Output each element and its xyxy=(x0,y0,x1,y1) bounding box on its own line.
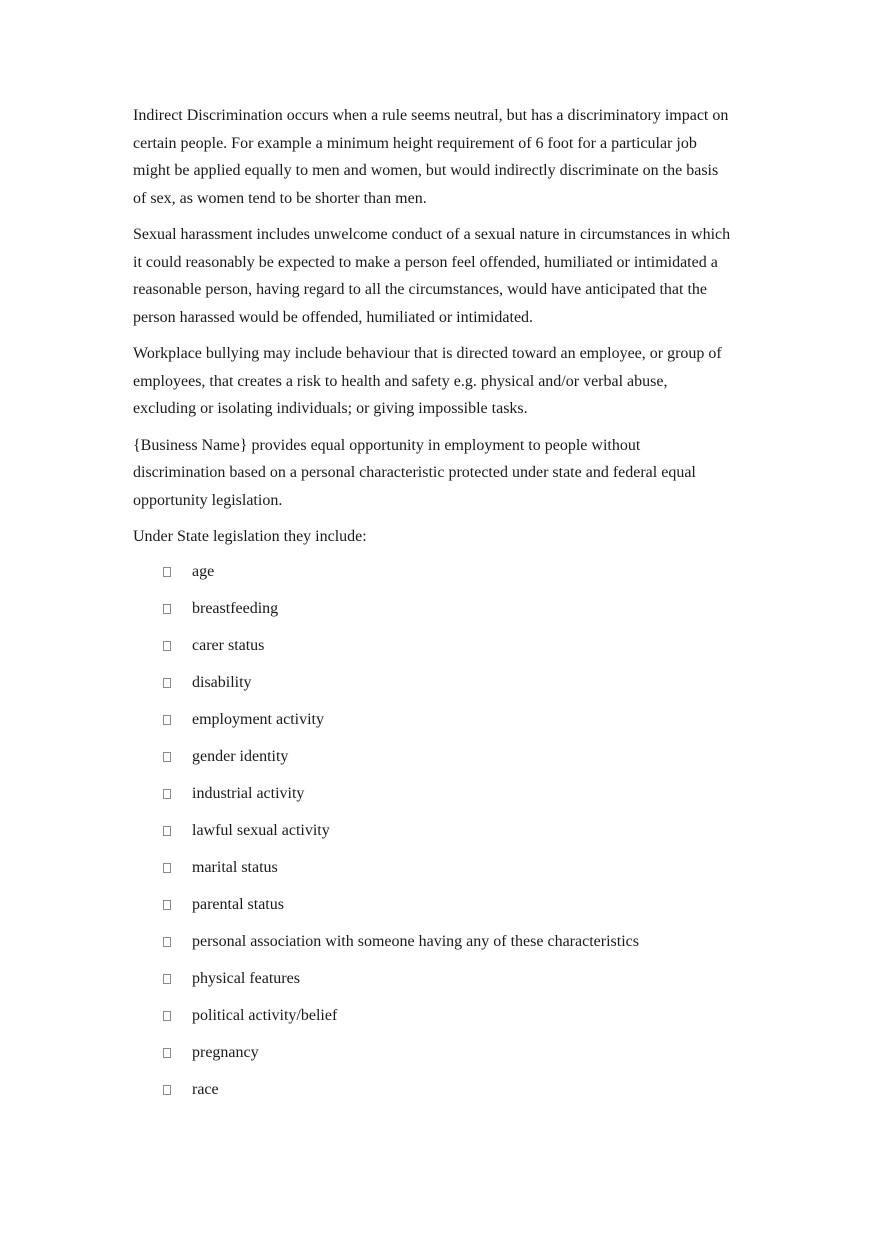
list-item xyxy=(133,745,733,782)
list-item-label: personal association with someone having any of these characteristics xyxy=(192,932,639,950)
bullet-box-icon xyxy=(163,826,171,836)
list-item xyxy=(133,967,733,1004)
list-item-label: race xyxy=(192,1080,219,1098)
list-item xyxy=(133,893,733,930)
list-item-label: disability xyxy=(192,673,252,691)
list-item-label: age xyxy=(192,562,215,580)
bullet-box-icon xyxy=(163,1048,171,1058)
list-item xyxy=(133,671,733,708)
list-item xyxy=(133,930,733,967)
list-item xyxy=(133,708,733,745)
bullet-box-icon xyxy=(163,678,171,688)
list-item-label: physical features xyxy=(192,969,300,987)
bullet-box-icon xyxy=(163,937,171,947)
list-item-label: breastfeeding xyxy=(192,599,279,617)
list-item-label: carer status xyxy=(192,636,265,654)
list-item xyxy=(133,634,733,671)
list-item xyxy=(133,1004,733,1041)
list-item xyxy=(133,597,733,634)
bullet-box-icon xyxy=(163,752,171,762)
list-item-label: political activity/belief xyxy=(192,1006,338,1024)
list-item-label: pregnancy xyxy=(192,1043,259,1061)
paragraph-equal-opportunity: {Business Name} provides equal opportunity in employment to people without discrimination based on a personal characteristic protected under state and federal equal opportunity legislation. xyxy=(133,436,696,509)
bullet-box-icon xyxy=(163,715,171,725)
list-item xyxy=(133,1041,733,1078)
document-page xyxy=(133,102,733,1115)
list-item-label: parental status xyxy=(192,895,284,913)
bullet-box-icon xyxy=(163,1085,171,1095)
bullet-box-icon xyxy=(163,863,171,873)
bullet-box-icon xyxy=(163,604,171,614)
list-item xyxy=(133,1078,733,1115)
list-item xyxy=(133,856,733,893)
bullet-box-icon xyxy=(163,974,171,984)
bullet-box-icon xyxy=(163,641,171,651)
paragraph-sexual-harassment: Sexual harassment includes unwelcome conduct of a sexual nature in circumstances in which it could reasonably be expected to make a person feel offended, humiliated or intimidated a reasonable person, having regard to all the circumstances, would have anticipated that the person harassed would be offended, humiliated or intimidated. xyxy=(133,226,731,326)
list-item-label: gender identity xyxy=(192,747,289,765)
list-item-label: employment activity xyxy=(192,710,324,728)
list-item-label: industrial activity xyxy=(192,784,305,802)
paragraph-list-intro: Under State legislation they include: xyxy=(133,528,367,545)
paragraph-indirect-discrimination: Indirect Discrimination occurs when a rule seems neutral, but has a discriminatory impact on certain people. For example a minimum height requirement of 6 foot for a particular job might be applied equally to men and women, but would indirectly discriminate on the basis of sex, as women tend to be shorter than men. xyxy=(133,107,729,207)
bullet-box-icon xyxy=(163,567,171,577)
characteristics-list xyxy=(133,560,733,1115)
list-item xyxy=(133,782,733,819)
list-item-label: marital status xyxy=(192,858,278,876)
list-item xyxy=(133,560,733,597)
bullet-box-icon xyxy=(163,789,171,799)
list-item-label: lawful sexual activity xyxy=(192,821,330,839)
paragraph-workplace-bullying: Workplace bullying may include behaviour that is directed toward an employee, or group of employees, that creates a risk to health and safety e.g. physical and/or verbal abuse, excluding or isolating individuals; or giving impossible tasks. xyxy=(133,345,722,417)
bullet-box-icon xyxy=(163,1011,171,1021)
list-item xyxy=(133,819,733,856)
bullet-box-icon xyxy=(163,900,171,910)
